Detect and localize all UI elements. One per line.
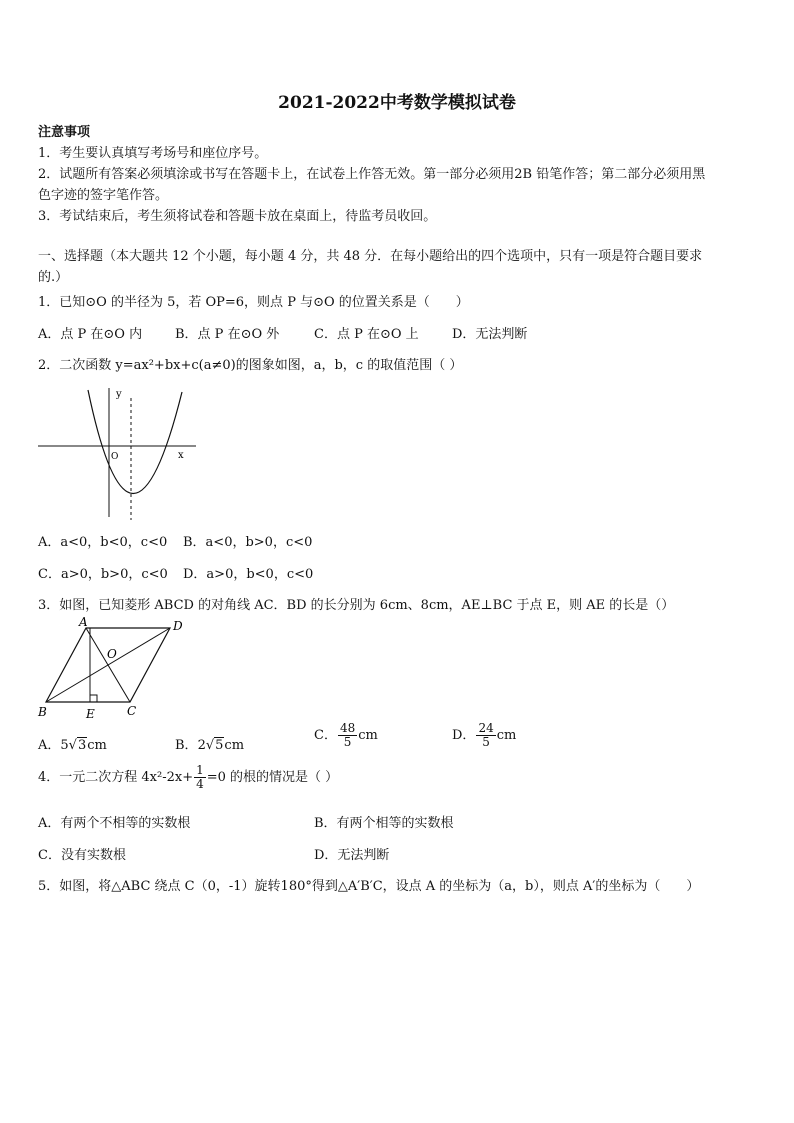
x-axis-label: x (178, 450, 184, 461)
page-title: 2021-2022中考数学模拟试卷 (278, 93, 516, 113)
parabola-curve (88, 390, 182, 494)
unit: cm (87, 738, 107, 753)
numerator: 24 (478, 721, 494, 735)
fraction (338, 722, 357, 749)
question-3-stem: 3．如图，已知菱形 ABCD 的对角线 AC．BD 的长分别为 6cm、8cm，AE⊥BC 于点 E，则 AE 的长是（） (38, 598, 675, 613)
stem-part: =0 的根的情况是（ ） (206, 770, 339, 785)
question-1-option-c: C．点 P 在⊙O 上 (314, 327, 419, 342)
notice-item: 1．考生要认真填写考场号和座位序号。 (38, 146, 268, 161)
section-heading: 一、选择题（本大题共 12 个小题，每小题 4 分，共 48 分．在每小题给出的四个选项中，只有一项是符合题目要求 (38, 249, 703, 264)
notice-item: 色字迹的签字笔作答。 (38, 188, 169, 203)
notice-item: 2．试题所有答案必须填涂或书写在答题卡上，在试卷上作答无效。第一部分必须用2B 铅笔作答；第二部分必须用黑 (38, 167, 706, 182)
right-angle-mark (90, 695, 97, 702)
label-d: D (173, 619, 183, 633)
question-1-stem: 1．已知⊙O 的半径为 5，若 OP=6，则点 P 与⊙O 的位置关系是（ ） (38, 295, 469, 310)
option-prefix: B． (175, 738, 198, 753)
question-4-option-a: A．有两个不相等的实数根 (38, 816, 191, 831)
origin-label: O (111, 452, 119, 462)
question-4-option-d: D．无法判断 (314, 848, 390, 863)
fraction (194, 764, 206, 791)
question-1-option-a: A．点 P 在⊙O 内 (38, 327, 143, 342)
fraction (476, 722, 495, 749)
option-prefix: A． (38, 738, 61, 753)
label-b: B (38, 705, 47, 719)
question-2-option-c: C．a>0，b>0，c<0 (38, 567, 168, 582)
radical-coefficient: 2 (197, 738, 206, 753)
radical-coefficient: 5 (60, 738, 69, 753)
denominator: 5 (343, 735, 352, 749)
notice-item: 3．考试结束后，考生须将试卷和答题卡放在桌面上，待监考员收回。 (38, 209, 437, 224)
option-prefix: C． (314, 728, 337, 743)
notice-heading: 注意事项 (38, 125, 91, 140)
question-3-option-a: A．5√3cm (38, 738, 107, 753)
label-e: E (86, 707, 95, 721)
question-5-stem: 5．如图，将△ABC 绕点 C（0，-1）旋转180°得到△A′B′C，设点 A 的坐标为（a，b），则点 A′的坐标为（ ） (38, 879, 700, 894)
unit: cm (358, 728, 378, 743)
numerator: 1 (196, 763, 204, 777)
question-2-option-a: A．a<0，b<0，c<0 (38, 535, 168, 550)
question-2-stem: 2．二次函数 y=ax²+bx+c(a≠0)的图象如图，a，b，c 的取值范围（ ） (38, 358, 463, 373)
parabola-figure (30, 380, 210, 525)
unit: cm (224, 738, 245, 753)
question-3-option-b: B．2√5cm (175, 738, 245, 753)
question-4-stem (38, 764, 338, 791)
radicand: 3 (77, 738, 87, 753)
question-4-option-b: B．有两个相等的实数根 (314, 816, 454, 831)
question-2-option-b: B．a<0，b>0，c<0 (183, 535, 313, 550)
denominator: 5 (482, 735, 490, 749)
label-c: C (127, 704, 137, 718)
section-heading-cont: 的.） (38, 270, 69, 285)
stem-part: 4．一元二次方程 4x²-2x+ (38, 770, 194, 785)
y-axis-label: y (116, 389, 122, 400)
label-o: O (107, 647, 117, 661)
unit: cm (496, 728, 517, 743)
numerator: 48 (339, 721, 356, 735)
diagonal-bd (46, 628, 170, 702)
question-4-option-c: C．没有实数根 (38, 848, 126, 863)
label-a: A (79, 615, 88, 629)
denominator: 4 (196, 777, 204, 791)
radicand: 5 (215, 738, 224, 753)
rhombus-figure (30, 614, 200, 724)
question-3-option-d (452, 722, 516, 749)
option-prefix: D． (452, 728, 476, 743)
question-1-option-d: D．无法判断 (452, 327, 528, 342)
question-1-option-b: B．点 P 在⊙O 外 (175, 327, 280, 342)
question-3-option-c (314, 722, 378, 749)
question-2-option-d: D．a>0，b<0，c<0 (183, 567, 314, 582)
